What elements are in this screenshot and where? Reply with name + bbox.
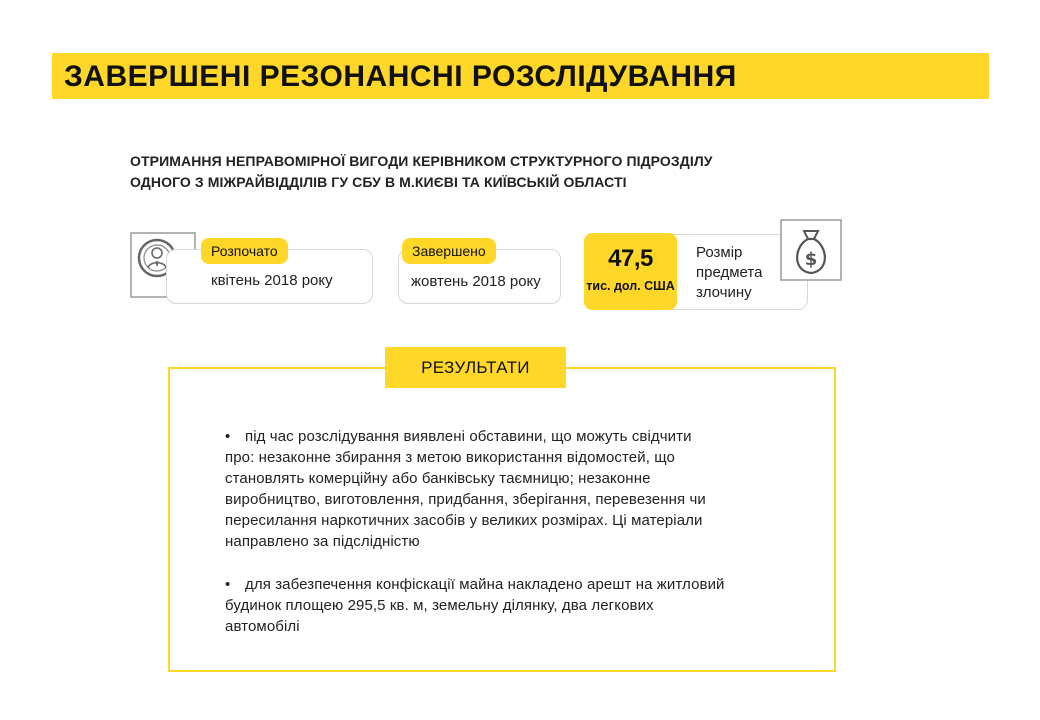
results-header: РЕЗУЛЬТАТИ	[385, 347, 566, 388]
result-line: виробництво, виготовлення, придбання, зберігання, перевезення чи	[225, 491, 706, 508]
amount-unit: тис. дол. США	[586, 279, 675, 293]
finished-tag: Завершено	[402, 238, 496, 264]
result-line: про: незаконне збирання з метою використання відомостей, що	[225, 449, 675, 466]
started-tag: Розпочато	[201, 238, 288, 264]
svg-text:$: $	[804, 249, 818, 270]
amount-label-line: предмета	[696, 264, 763, 281]
case-subtitle-line: ОДНОГО З МІЖРАЙВІДДІЛІВ ГУ СБУ В М.КИЄВІ ТА КИЇВСЬКІЙ ОБЛАСТІ	[130, 174, 627, 190]
amount-value: 47,5	[608, 245, 653, 272]
amount-label-line: Розмір	[696, 244, 743, 261]
started-value: квітень 2018 року	[211, 272, 333, 289]
result-line: автомобілі	[225, 618, 300, 635]
result-item	[225, 574, 795, 637]
finished-value: жовтень 2018 року	[411, 273, 541, 290]
result-line: становлять комерційну або банківську таємницю; незаконне	[225, 470, 651, 487]
amount-label-line: злочину	[696, 284, 752, 301]
page-title: ЗАВЕРШЕНІ РЕЗОНАНСНІ РОЗСЛІДУВАННЯ	[64, 60, 737, 93]
result-line: будинок площею 295,5 кв. м, земельну ділянку, два легкових	[225, 597, 654, 614]
case-subtitle-line: ОТРИМАННЯ НЕПРАВОМІРНОЇ ВИГОДИ КЕРІВНИКОМ СТРУКТУРНОГО ПІДРОЗДІЛУ	[130, 153, 713, 169]
amount-label	[696, 243, 786, 303]
case-subtitle	[130, 151, 770, 193]
result-line: під час розслідування виявлені обставини, що можуть свідчити	[245, 428, 692, 445]
result-line: пересилання наркотичних засобів у великих розмірах. Ці матеріали	[225, 512, 703, 529]
title-bar	[52, 53, 989, 99]
bullet-icon: •	[225, 428, 231, 445]
result-item	[225, 426, 795, 552]
bullet-icon: •	[225, 576, 231, 593]
amount-highlight	[584, 233, 677, 310]
result-line: для забезпечення конфіскації майна накладено арешт на житловий	[245, 576, 725, 593]
result-line: направлено за підслідністю	[225, 533, 420, 550]
money-bag-icon	[780, 219, 842, 281]
